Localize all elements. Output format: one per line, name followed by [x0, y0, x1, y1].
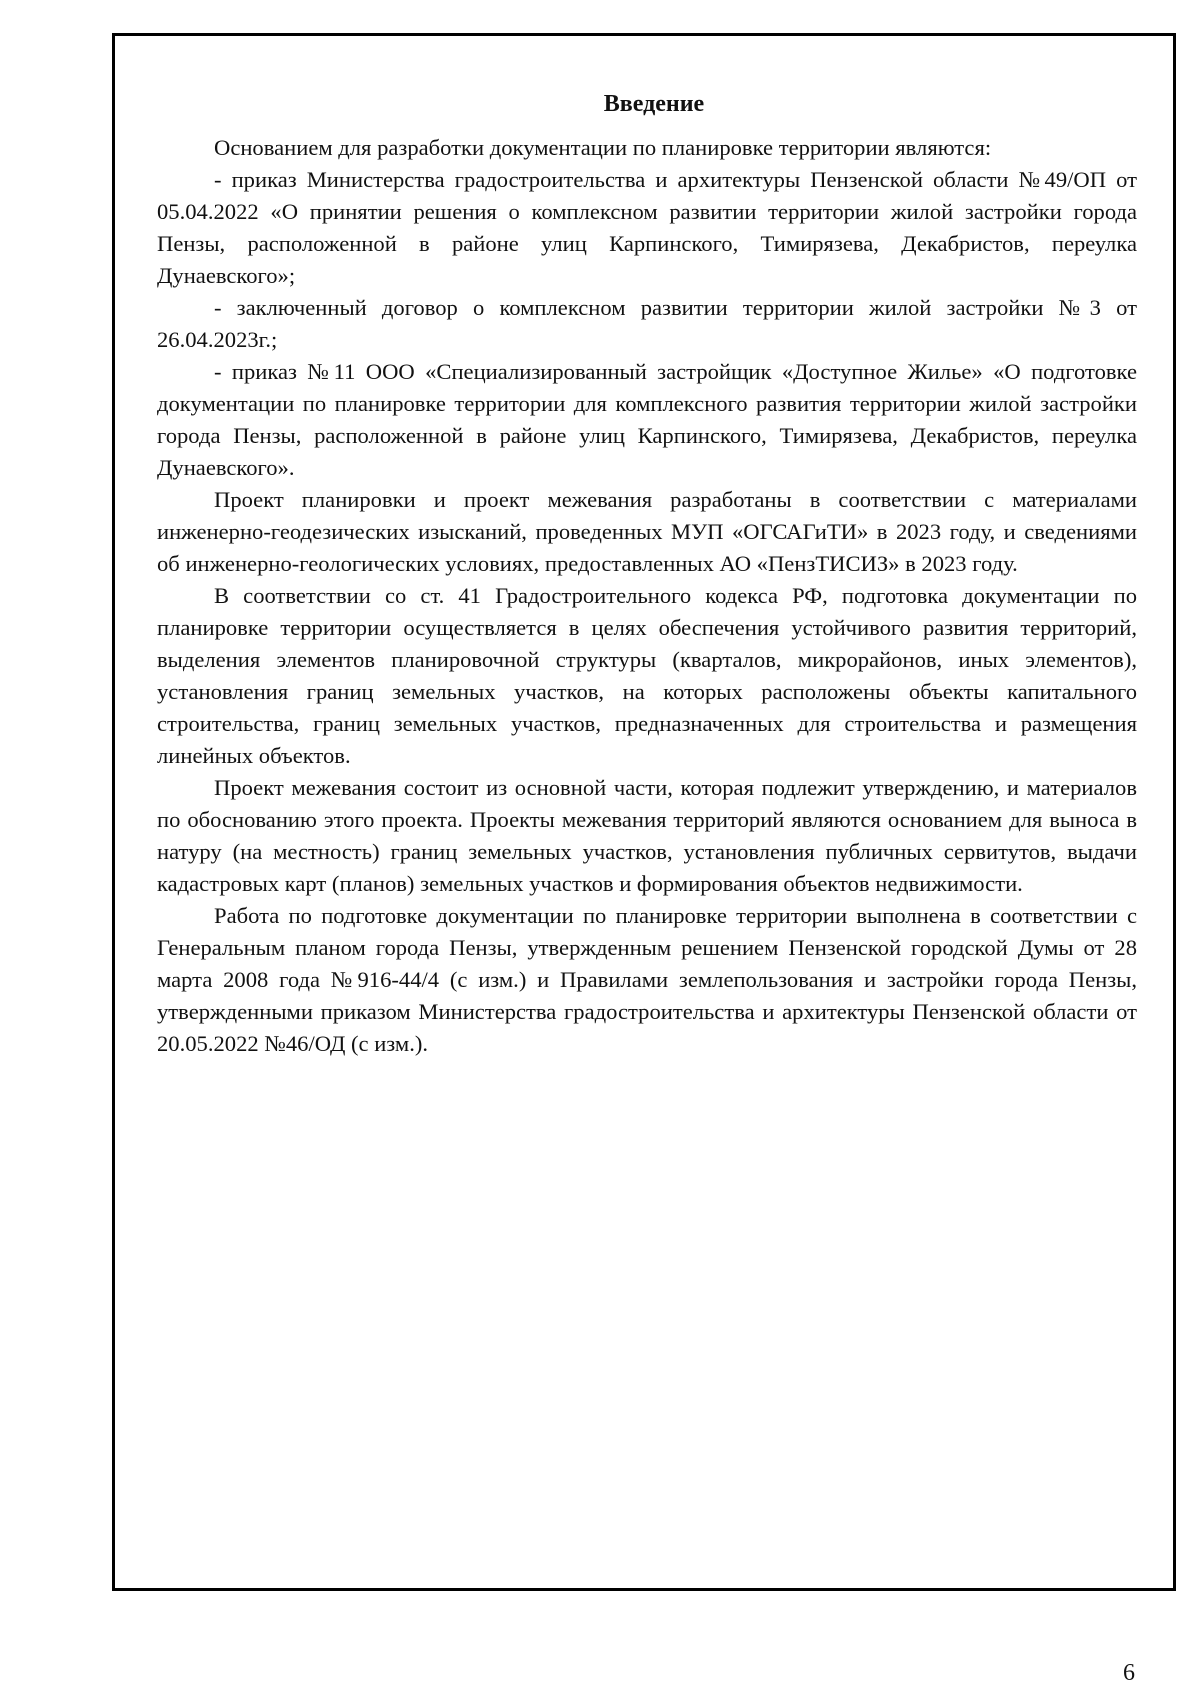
paragraph-basis-intro: Основанием для разработки документации по планировке территории являются:	[214, 135, 992, 160]
paragraph-developer-order: - приказ №11 ООО «Специализированный застройщик «Доступное Жилье» «О подготовке документации по планировке территории для комплексного развития территории жилой застройки города Пензы, расположенной в районе улиц Карпинского, Тимирязева, Декабристов, переулка Дунаевского».	[157, 359, 1137, 480]
paragraph-ministry-order: - приказ Министерства градостроительства и архитектуры Пензенской области №49/ОП от 05.04.2022 «О принятии решения о комплексном развитии территории жилой застройки города Пензы, расположенной в районе улиц Карпинского, Тимирязева, Декабристов, переулка Дунаевского»;	[157, 167, 1137, 288]
document-body	[157, 84, 1137, 1060]
paragraph-general-plan: Работа по подготовке документации по планировке территории выполнена в соответствии с Генеральным планом города Пензы, утвержденным решением Пензенской городской Думы от 28 марта 2008 года №916-44/4 (с изм.) и Правилами землепользования и застройки города Пензы, утвержденными приказом Министерства градостроительства и архитектуры Пензенской области от 20.05.2022 №46/ОД (с изм.).	[157, 903, 1137, 1056]
paragraph-surveys: Проект планировки и проект межевания разработаны в соответствии с материалами инженерно-геодезических изысканий, проведенных МУП «ОГСАГиТИ» в 2023 году, и сведениями об инженерно-геологических условиях, предоставленных АО «ПензТИСИЗ» в 2023 году.	[157, 487, 1137, 576]
section-title: Введение	[603, 91, 705, 117]
paragraph-land-survey-project: Проект межевания состоит из основной части, которая подлежит утверждению, и материалов по обоснованию этого проекта. Проекты межевания территорий являются основанием для выноса в натуру (на местность) границ земельных участков, установления публичных сервитутов, выдачи кадастровых карт (планов) земельных участков и формирования объектов недвижимости.	[157, 775, 1137, 896]
paragraph-contract: - заключенный договор о комплексном развитии территории жилой застройки №3 от 26.04.2023г.;	[157, 295, 1137, 352]
page-number: 6	[1123, 1660, 1135, 1686]
paragraph-code-article: В соответствии со ст. 41 Градостроительного кодекса РФ, подготовка документации по планировке территории осуществляется в целях обеспечения устойчивого развития территорий, выделения элементов планировочной структуры (кварталов, микрорайонов, иных элементов), установления границ земельных участков, на которых расположены объекты капитального строительства, границ земельных участков, предназначенных для строительства и размещения линейных объектов.	[157, 583, 1137, 768]
